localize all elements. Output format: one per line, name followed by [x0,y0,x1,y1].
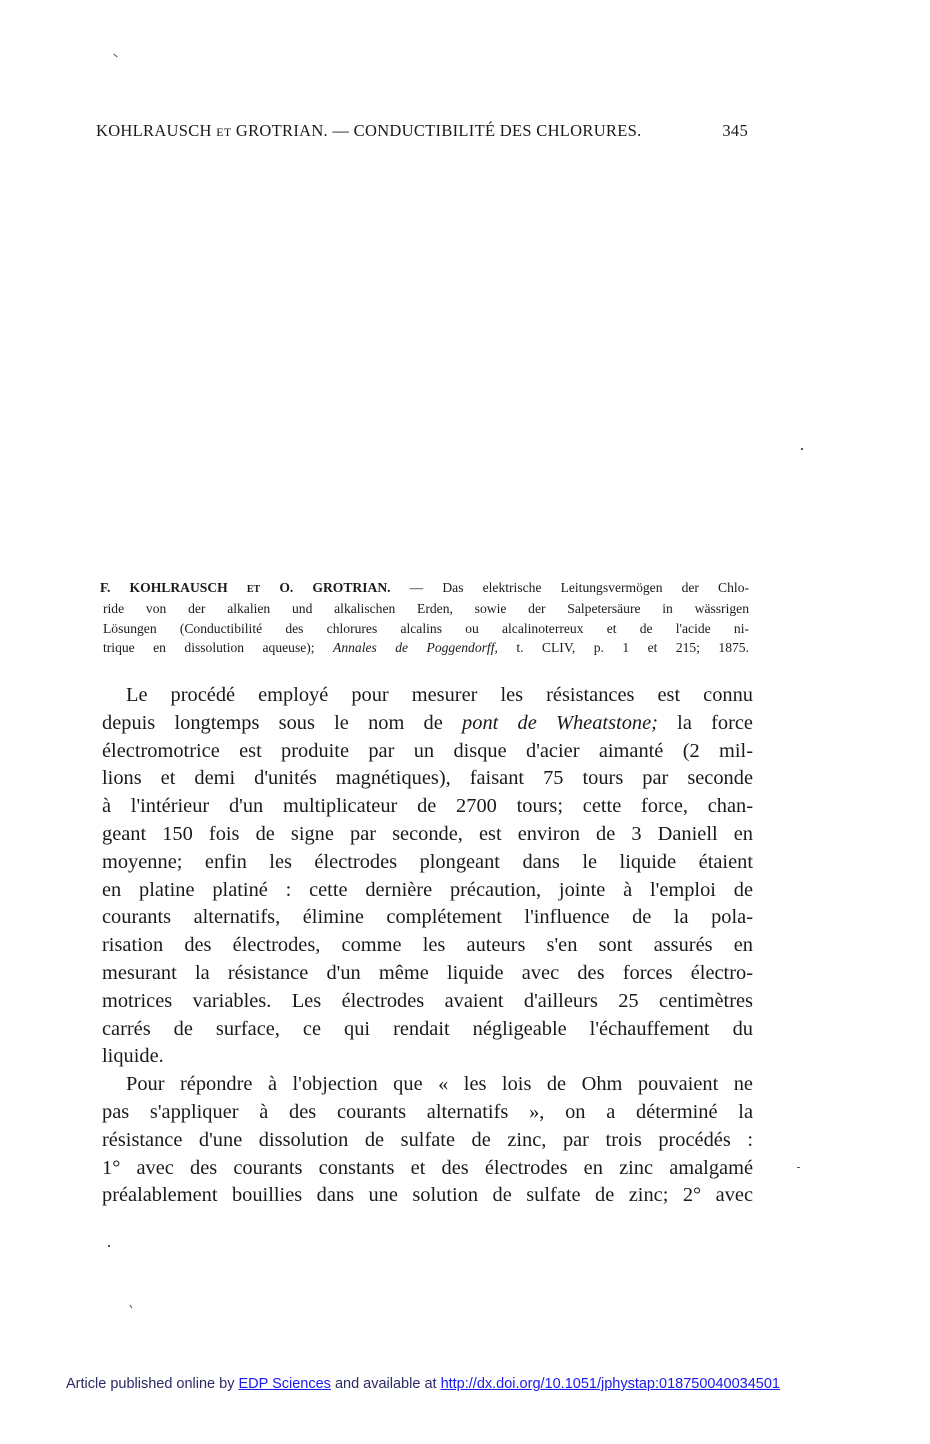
running-header [96,121,756,141]
body-line: courants alternatifs, élimine complétement l'influence de la pola- [102,906,753,929]
body-italic-term: pont de Wheatstone; [462,711,658,734]
footer-middle: and available at [334,1376,437,1392]
body-line [102,710,753,738]
body-line: mesurant la résistance d'un même liquide avec des forces électro- [102,961,753,984]
scan-speck [113,54,117,58]
reference-text: — Das elektrische Leitungsvermögen der Chlo- [409,580,750,595]
publication-footer [66,1376,780,1392]
body-line: risation des électrodes, comme les auteurs s'en sont assurés en [102,934,753,957]
body-line: préalablement bouillies dans une solution de sulfate de zinc; 2° avec [102,1184,753,1207]
body-line: Pour répondre à l'objection que « les lois de Ohm pouvaient ne [126,1073,753,1096]
reference-author-1: F. KOHLRAUSCH [100,580,228,595]
body-line: en platine platiné : cette dernière précaution, jointe à l'emploi de [102,878,753,901]
reference-line: Lösungen (Conductibilité des chlorures alcalins ou alcalinoterreux et de l'acide ni- [103,620,749,636]
footer-prefix: Article published online by [66,1376,235,1392]
body-line: geant 150 fois de signe par seconde, est environ de 3 Daniell en [102,822,753,845]
scan-speck [801,448,803,450]
body-line: liquide. [102,1045,164,1068]
scan-speck [797,1167,800,1168]
header-et: ET [216,125,232,139]
doi-link[interactable]: http://dx.doi.org/10.1051/jphystap:018750040034501 [440,1376,780,1392]
reference-line [100,578,750,599]
header-dash: — [332,121,350,140]
bibliographic-reference [100,578,750,657]
reference-text: trique en dissolution aqueuse); [103,639,315,655]
header-author-right: GROTRIAN. [235,121,328,140]
scan-speck [108,1245,110,1247]
page-number: 345 [722,121,748,140]
body-line: 1° avec des courants constants et des électrodes en zinc amalgamé [102,1156,753,1179]
header-title: CONDUCTIBILITÉ DES CHLORURES. [353,121,642,140]
publisher-link[interactable]: EDP Sciences [238,1376,331,1392]
body-line: moyenne; enfin les électrodes plongeant dans le liquide étaient [102,850,753,873]
body-line: électromotrice est produite par un disque d'acier aimanté (2 mil- [102,739,753,762]
reference-line: ride von der alkalien und alkalischen Erden, sowie der Salpetersäure in wässrigen [103,601,749,617]
reference-et: ET [246,584,261,595]
body-text: depuis longtemps sous le nom de [102,711,443,734]
reference-journal: Annales de Poggendorff, [333,639,498,655]
body-text: la force [677,711,753,734]
body-line: carrés de surface, ce qui rendait négligeable l'échauffement du [102,1017,753,1040]
body-line: à l'intérieur d'un multiplicateur de 2700 tours; cette force, chan- [102,795,753,818]
body-line: motrices variables. Les électrodes avaient d'ailleurs 25 centimètres [102,989,753,1012]
reference-line [103,638,749,657]
scan-speck [130,1305,133,1309]
body-line: lions et demi d'unités magnétiques), faisant 75 tours par seconde [102,767,753,790]
reference-citation: t. CLIV, p. 1 et 215; 1875. [516,639,749,655]
body-line: pas s'appliquer à des courants alternatifs », on a déterminé la [102,1100,753,1123]
body-line: Le procédé employé pour mesurer les résistances est connu [126,684,753,706]
article-body [102,682,753,1210]
body-line: résistance d'une dissolution de sulfate de zinc, par trois procédés : [102,1128,753,1151]
reference-author-2: O. GROTRIAN. [279,580,391,595]
header-author-left: KOHLRAUSCH [96,121,212,140]
